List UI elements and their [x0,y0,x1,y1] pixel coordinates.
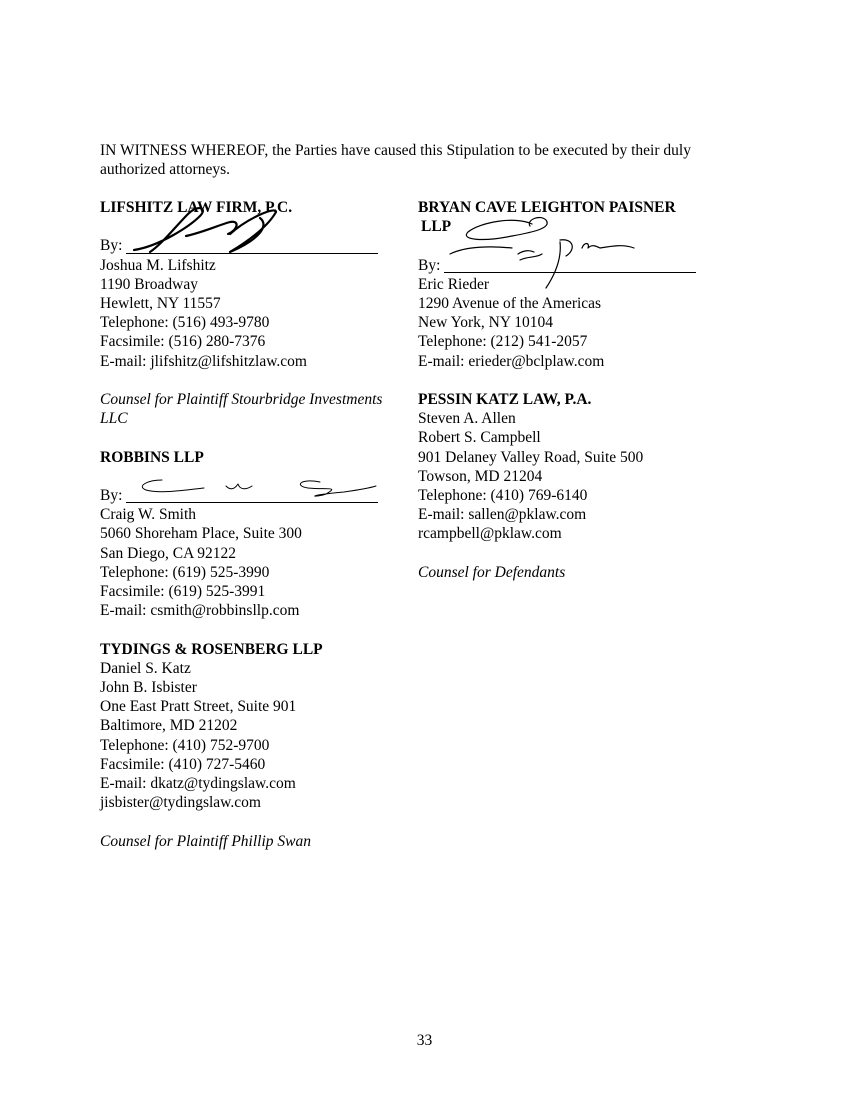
email: E-mail: erieder@bclplaw.com [418,352,605,370]
signature-row-lifshitz [100,236,410,255]
attorney-name: Daniel S. Katz [100,659,191,677]
attorney-name: Joshua M. Lifshitz [100,256,216,274]
counsel-designation: Counsel for Defendants [418,563,566,581]
telephone: Telephone: (410) 752-9700 [100,736,270,754]
telephone: Telephone: (619) 525-3990 [100,563,270,581]
address-line: San Diego, CA 92122 [100,544,237,562]
by-label: By: [418,256,441,274]
attorney-name: Eric Rieder [418,275,490,293]
page-number: 33 [416,1032,433,1049]
counsel-designation: Counsel for Plaintiff Phillip Swan [100,832,311,850]
firm-name-tydings: TYDINGS & ROSENBERG LLP [100,640,323,658]
signature-line [126,502,378,503]
right-signature-column [418,198,748,582]
attorney-name: John B. Isbister [100,678,197,696]
email: rcampbell@pklaw.com [418,525,562,543]
telephone: Telephone: (410) 769-6140 [418,487,588,504]
address-line: 1290 Avenue of the Americas [418,294,602,312]
telephone: Telephone: (212) 541-2057 [418,333,588,351]
left-signature-column [100,198,410,851]
counsel-designation: Counsel for Plaintiff Stourbridge Investments LLC [100,390,383,428]
email: E-mail: csmith@robbinsllp.com [100,602,300,620]
by-label: By: [100,237,123,255]
signature-line [126,253,378,254]
address-line: 901 Delaney Valley Road, Suite 500 [418,448,644,466]
firm-name-pessin-katz: PESSIN KATZ LAW, P.A. [418,390,592,408]
firm-name-bryan-cave-continued: LLP [421,218,452,236]
firm-name-robbins: ROBBINS LLP [100,448,204,466]
facsimile: Facsimile: (410) 727-5460 [100,755,266,773]
address-line: New York, NY 10104 [418,314,554,332]
address-line: One East Pratt Street, Suite 901 [100,698,297,716]
attorney-name: Steven A. Allen [418,410,516,428]
email: E-mail: dkatz@tydingslaw.com [100,774,296,792]
firm-name-bryan-cave: BRYAN CAVE LEIGHTON PAISNER [418,199,676,216]
signature-row-robbins [100,486,410,505]
by-label: By: [100,486,123,504]
signature-line [444,272,696,273]
facsimile: Facsimile: (516) 280-7376 [100,333,266,351]
address-line: Baltimore, MD 21202 [100,717,238,735]
address-line: 1190 Broadway [100,275,199,293]
email: E-mail: jlifshitz@lifshitzlaw.com [100,352,307,370]
firm-name-lifshitz: LIFSHITZ LAW FIRM, P.C. [100,199,293,216]
address-line: 5060 Shoreham Place, Suite 300 [100,525,302,543]
signature-row-rieder [418,256,748,275]
address-line: Towson, MD 21204 [418,467,543,485]
facsimile: Facsimile: (619) 525-3991 [100,582,266,600]
attorney-name: Craig W. Smith [100,506,197,524]
email: jisbister@tydingslaw.com [100,794,261,812]
telephone: Telephone: (516) 493-9780 [100,314,270,332]
witness-paragraph: IN WITNESS WHEREOF, the Parties have caused this Stipulation to be executed by their duly authorized attorneys. [100,142,691,178]
attorney-name: Robert S. Campbell [418,429,541,447]
address-line: Hewlett, NY 11557 [100,294,221,312]
email: E-mail: sallen@pklaw.com [418,506,587,524]
